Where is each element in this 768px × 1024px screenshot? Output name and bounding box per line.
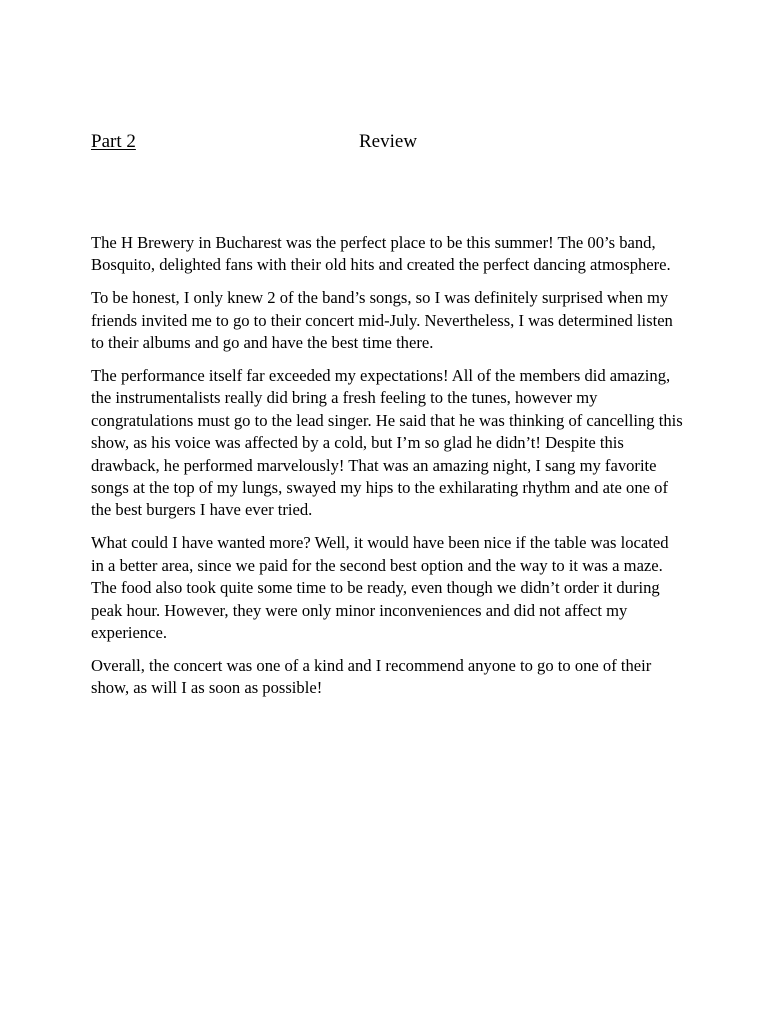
document-header [91,130,681,154]
paragraph-3: The performance itself far exceeded my expectations! All of the members did amazing, the instrumentalists really did bring a fresh feeling to the tunes, however my congratulations must go to the lead singer. He said that he was thinking of cancelling this show, as his voice was affected by a cold, but I’m so glad he didn’t! Despite this drawback, he performed marvelously! That was an amazing night, I sang my favorite songs at the top of my lungs, swayed my hips to the exhilarating rhythm and ate one of the best burgers I have ever tried. [91,366,683,520]
part-label: Part 2 [91,131,136,152]
paragraph-5: Overall, the concert was one of a kind and I recommend anyone to go to one of their show, as will I as soon as possible! [91,655,652,698]
paragraph-4: What could I have wanted more? Well, it would have been nice if the table was located in a better area, since we paid for the second best option and the way to it was a maze. The food also took quite some time to be ready, even though we didn’t order it during peak hour. However, they were only minor inconveniences and did not affect my experience. [91,533,669,642]
document-title: Review [359,131,418,152]
paragraph-1: The H Brewery in Bucharest was the perfect place to be this summer! The 00’s band, Bosquito, delighted fans with their old hits and created the perfect dancing atmosphere. [91,233,671,275]
review-body [91,232,683,710]
paragraph-2: To be honest, I only knew 2 of the band’s songs, so I was definitely surprised when my friends invited me to go to their concert mid-July. Nevertheless, I was determined listen to their albums and go and have the best time there. [91,288,673,353]
